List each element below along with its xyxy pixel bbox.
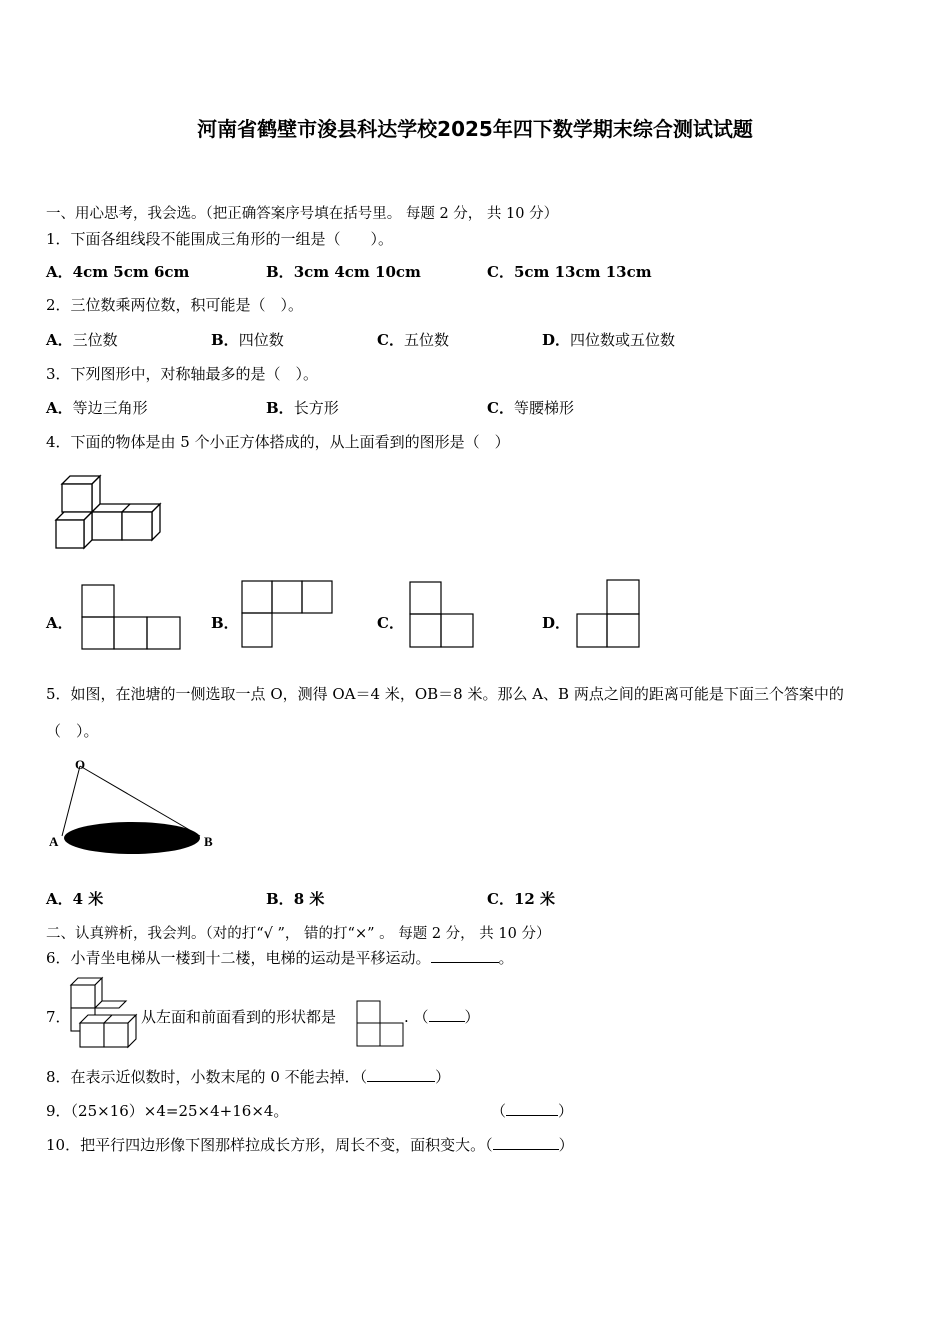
q5-option-a: A．4 米 <box>46 890 104 908</box>
q4-option-a-label: A． <box>46 614 73 632</box>
q4-option-d-figure <box>577 580 643 650</box>
q4-option-b-figure <box>242 581 334 649</box>
q3-option-b: B．长方形 <box>266 399 339 417</box>
cube-stack-figure <box>50 470 165 552</box>
q1-option-b: B．3cm 4cm 10cm <box>266 263 421 281</box>
question-10: 10．把平行四边形像下图那样拉成长方形，周长不变，面积变大。（ ） <box>46 1136 574 1154</box>
q4-option-b-label: B． <box>211 614 239 632</box>
section-1-heading: 一、用心思考，我会选。（把正确答案序号填在括号里。 每题 2 分， 共 10 分） <box>46 206 559 222</box>
q5-option-b: B．8 米 <box>266 890 325 908</box>
q1-option-a: A．4cm 5cm 6cm <box>46 263 190 281</box>
q5-option-c: C．12 米 <box>487 890 556 908</box>
point-o-label: O <box>75 757 86 772</box>
question-8: 8．在表示近似数时，小数末尾的 0 不能去掉．（ ） <box>46 1068 451 1086</box>
q3-option-a: A．等边三角形 <box>46 399 148 417</box>
pond-figure <box>44 753 224 861</box>
q3-option-c: C．等腰梯形 <box>487 399 574 417</box>
q4-option-a-figure <box>82 585 182 651</box>
q6-answer-blank[interactable] <box>431 948 499 963</box>
question-3: 3．下列图形中，对称轴最多的是（ ）。 <box>46 365 319 383</box>
q4-option-c-label: C． <box>377 614 404 632</box>
question-9: 9．（25×16）×4=25×4+16×4。 <box>46 1102 289 1120</box>
question-4: 4．下面的物体是由 5 个小正方体搭成的，从上面看到的图形是（ ） <box>46 433 510 451</box>
q7-shape-figure <box>357 1001 405 1049</box>
point-b-label: B <box>204 834 213 849</box>
question-6: 6．小青坐电梯从一楼到十二楼，电梯的运动是平移运动。 。 <box>46 949 514 967</box>
question-9-answer: （ ） <box>491 1102 574 1120</box>
question-7-number: 7． <box>46 1008 71 1026</box>
q10-answer-blank[interactable] <box>493 1135 559 1150</box>
q8-answer-blank[interactable] <box>367 1067 435 1082</box>
question-7: 从左面和前面看到的形状都是 <box>141 1008 337 1026</box>
q9-answer-blank[interactable] <box>506 1101 558 1116</box>
question-1: 1．下面各组线段不能围成三角形的一组是（ ）。 <box>46 230 394 248</box>
q2-option-c: C．五位数 <box>377 331 449 349</box>
page-title: 河南省鹤壁市浚县科达学校2025年四下数学期末综合测试试题 <box>197 117 753 141</box>
q2-option-d: D．四位数或五位数 <box>542 331 676 349</box>
section-2-heading: 二、认真辨析，我会判。（对的打“√ ”， 错的打“×” 。 每题 2 分， 共 10 分） <box>46 926 551 942</box>
pond-shape <box>64 822 200 854</box>
question-7-answer: . （ ） <box>404 1008 480 1026</box>
q4-option-c-figure <box>410 582 476 650</box>
question-5-cont: （ ）。 <box>46 722 99 740</box>
q2-option-a: A．三位数 <box>46 331 118 349</box>
q7-cube-figure <box>68 975 144 1051</box>
q4-option-d-label: D． <box>542 614 571 632</box>
q7-answer-blank[interactable] <box>429 1007 465 1022</box>
q2-option-b: B．四位数 <box>211 331 284 349</box>
point-a-label: A <box>49 834 59 849</box>
question-2: 2．三位数乘两位数，积可能是（ ）。 <box>46 296 304 314</box>
q1-option-c: C．5cm 13cm 13cm <box>487 263 652 281</box>
question-5: 5．如图，在池塘的一侧选取一点 O，测得 OA＝4 米，OB＝8 米。那么 A、B 两点之间的距离可能是下面三个答案中的 <box>46 685 844 703</box>
